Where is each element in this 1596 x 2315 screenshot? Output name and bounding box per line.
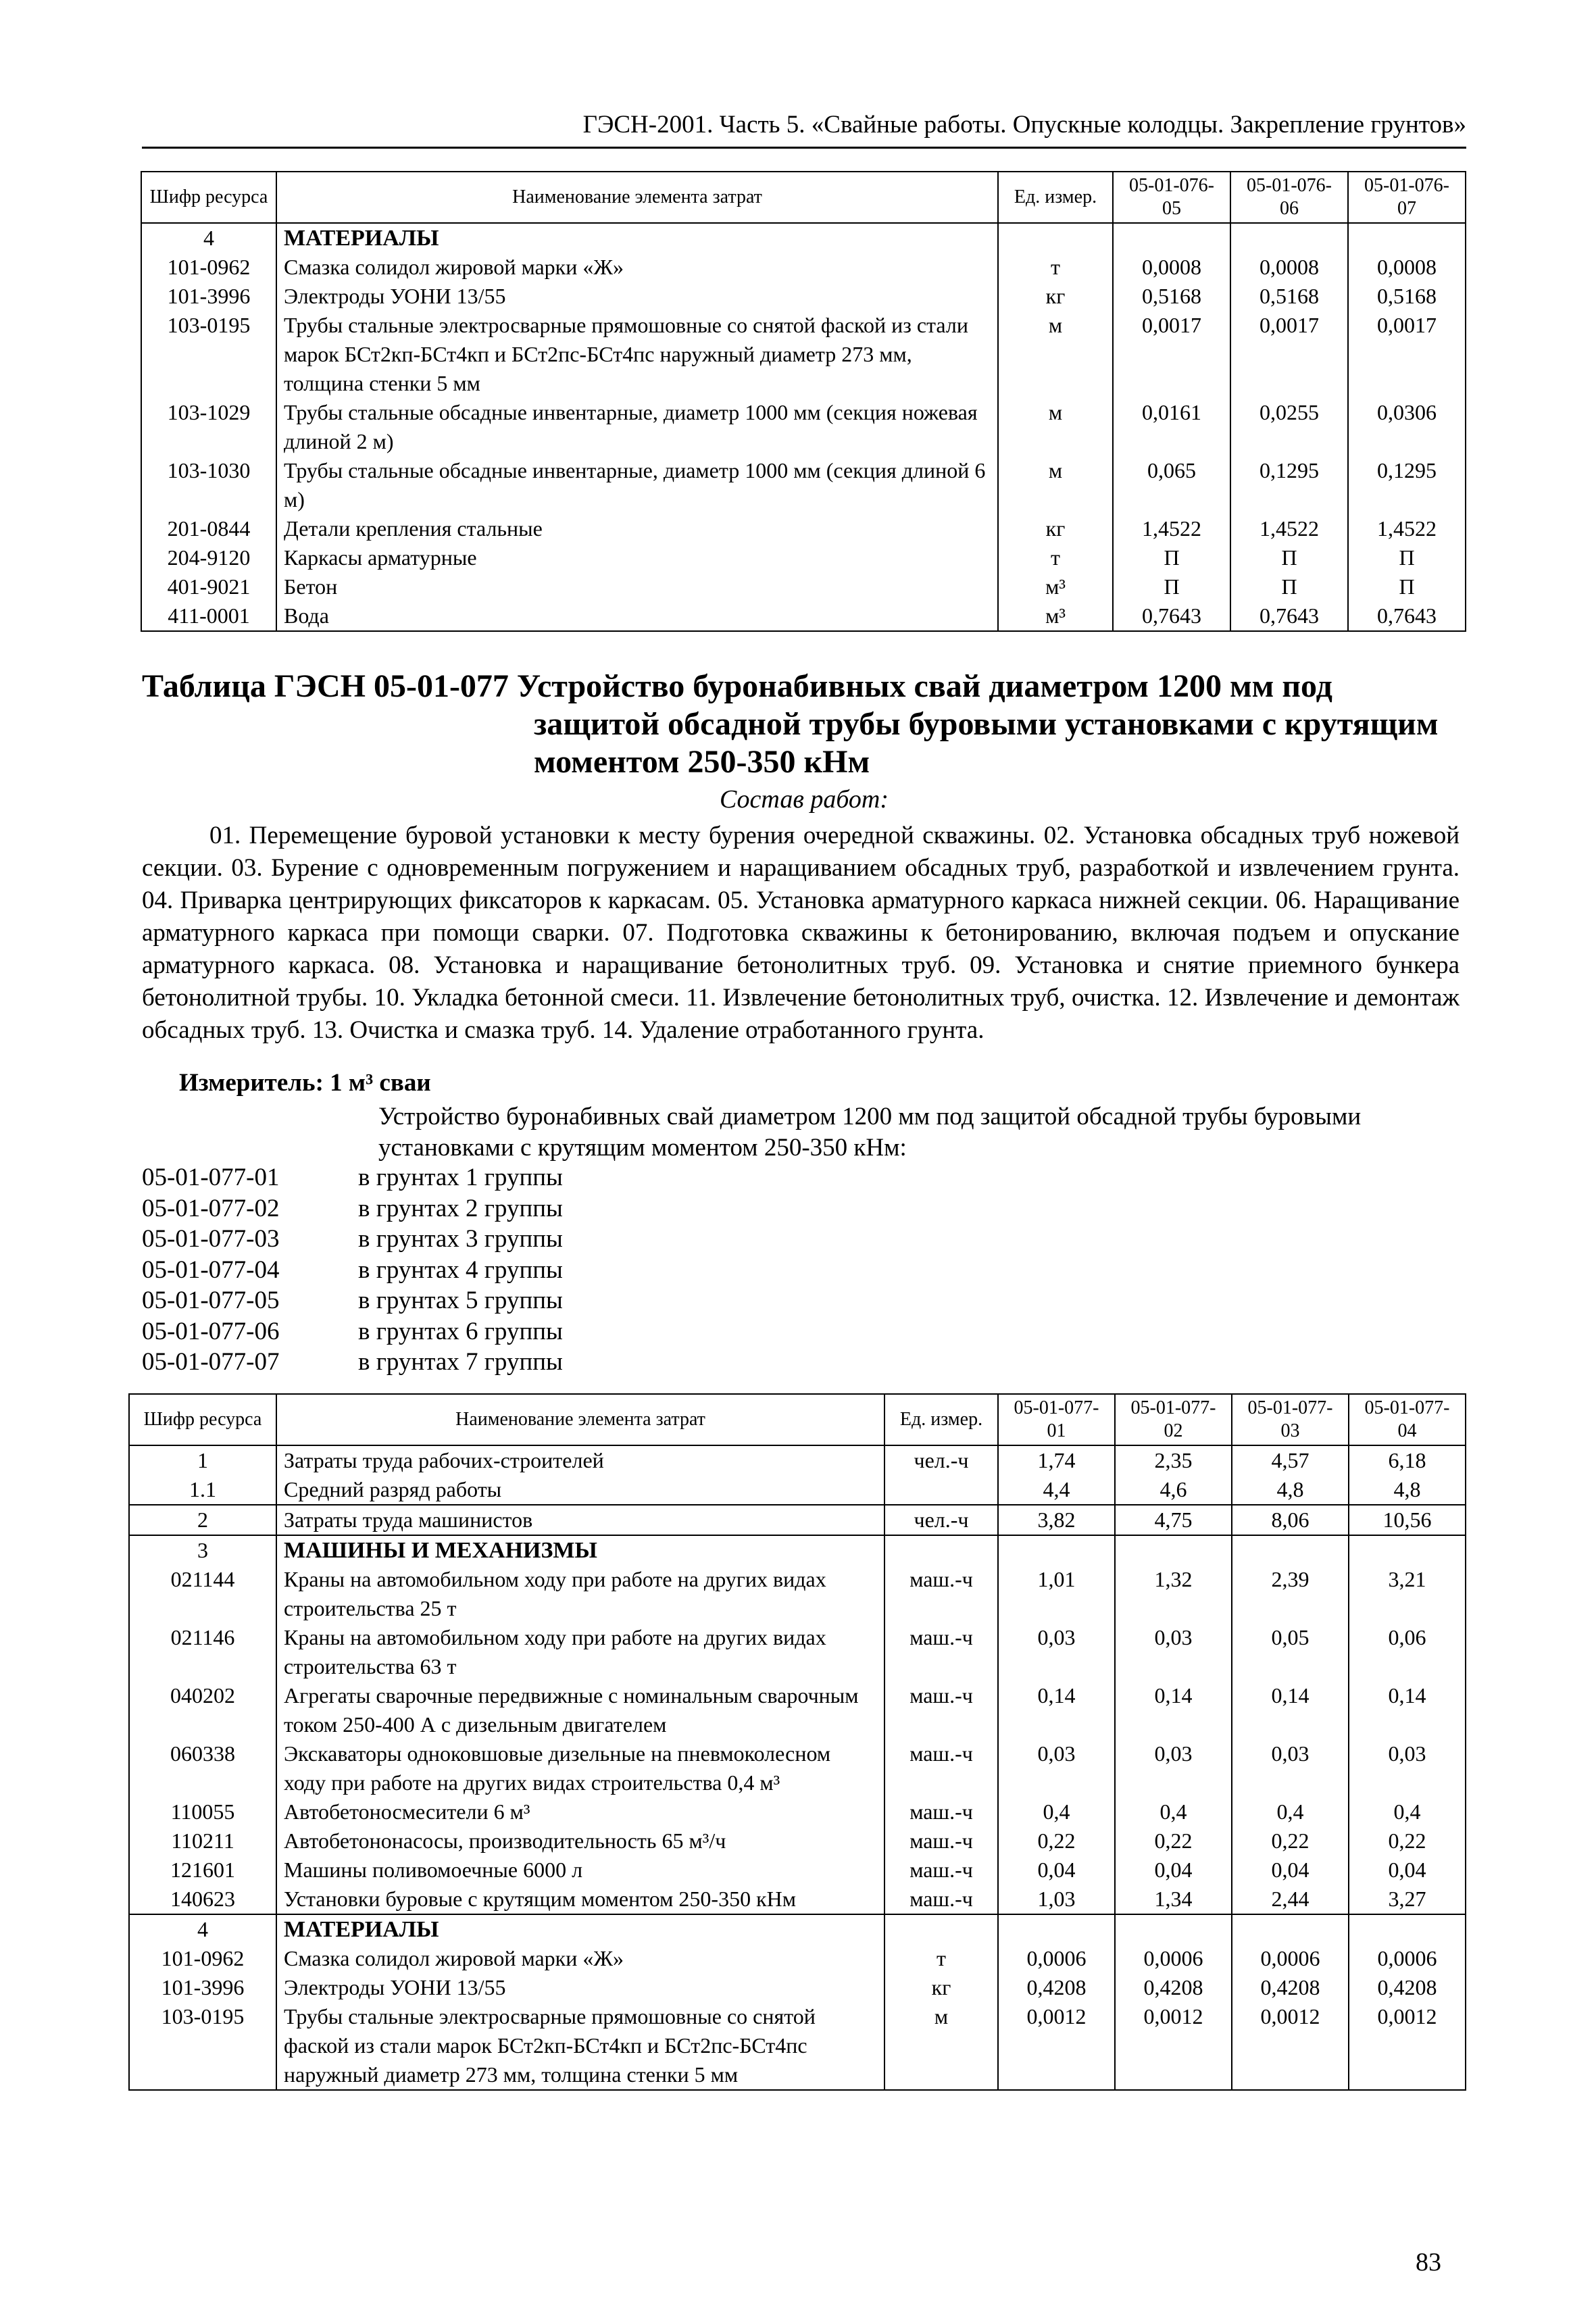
cell-name: Автобетононасосы, производительность 65 м³/ч bbox=[276, 1826, 884, 1856]
cell-name: Установки буровые с крутящим моментом 250-350 кНм bbox=[276, 1885, 884, 1914]
cell-value: 0,03 bbox=[1115, 1623, 1232, 1681]
table-row bbox=[141, 253, 1466, 282]
cell-code: 101-3996 bbox=[129, 1973, 276, 2002]
header-col3: 05-01-077-03 bbox=[1232, 1394, 1349, 1445]
cell-unit: маш.-ч bbox=[884, 1826, 998, 1856]
section-number: 4 bbox=[129, 1914, 276, 1944]
cell-value: 0,4 bbox=[1349, 1797, 1466, 1826]
cell-unit: т bbox=[884, 1944, 998, 1973]
norm-code-text: в грунтах 7 группы bbox=[358, 1348, 563, 1376]
cell-value: 0,7643 bbox=[1113, 601, 1230, 631]
cell-value: П bbox=[1113, 543, 1230, 572]
cell-code: 2 bbox=[129, 1505, 276, 1535]
list-item bbox=[142, 1193, 563, 1224]
cell-value: 0,06 bbox=[1349, 1623, 1466, 1681]
cell-name: Краны на автомобильном ходу при работе на других видах строительства 25 т bbox=[276, 1565, 884, 1623]
cell-name: Вода bbox=[276, 601, 998, 631]
cell-value: 0,0161 bbox=[1113, 398, 1230, 456]
cell-code: 411-0001 bbox=[141, 601, 276, 631]
cell-name: Трубы стальные электросварные прямошовные со снятой фаской из стали марок БСт2кп-БСт4кп и БСт2пс-БСт4пс наружный диаметр 273 мм, толщина стенки 5 мм bbox=[276, 2002, 884, 2090]
header-col4: 05-01-077-04 bbox=[1349, 1394, 1466, 1445]
cell-value: 0,0017 bbox=[1348, 311, 1466, 398]
cell-value: 0,14 bbox=[998, 1681, 1115, 1739]
resources-table-077 bbox=[128, 1393, 1466, 2091]
cell-code: 101-0962 bbox=[129, 1944, 276, 1973]
cell-value: 0,22 bbox=[1349, 1826, 1466, 1856]
cell-value: 0,22 bbox=[1232, 1826, 1349, 1856]
cell-value: 0,14 bbox=[1115, 1681, 1232, 1739]
cell-value: П bbox=[1348, 543, 1466, 572]
cell-name: Экскаваторы одноковшовые дизельные на пневмоколесном ходу при работе на других видах строительства 0,4 м³ bbox=[276, 1739, 884, 1797]
list-item bbox=[142, 1316, 563, 1347]
cell-unit: м bbox=[998, 456, 1113, 514]
table-row bbox=[129, 1944, 1466, 1973]
cell-value: 0,0008 bbox=[1230, 253, 1348, 282]
cell-value: 0,0017 bbox=[1230, 311, 1348, 398]
cell-value: 3,21 bbox=[1349, 1565, 1466, 1623]
section-number: 3 bbox=[129, 1535, 276, 1565]
cell-unit: маш.-ч bbox=[884, 1623, 998, 1681]
cell-value: 0,1295 bbox=[1230, 456, 1348, 514]
section-row bbox=[129, 1914, 1466, 1944]
cell-name: Затраты труда рабочих-строителей bbox=[276, 1445, 884, 1475]
cell-value: 1,32 bbox=[1115, 1565, 1232, 1623]
norm-code-text: в грунтах 2 группы bbox=[358, 1194, 563, 1222]
cell-code: 103-0195 bbox=[141, 311, 276, 398]
cell-name: Краны на автомобильном ходу при работе на других видах строительства 63 т bbox=[276, 1623, 884, 1681]
cell-code: 110211 bbox=[129, 1826, 276, 1856]
table-row bbox=[129, 1885, 1466, 1914]
cell-unit: маш.-ч bbox=[884, 1797, 998, 1826]
cell-name: Бетон bbox=[276, 572, 998, 601]
cell-value: 4,57 bbox=[1232, 1445, 1349, 1475]
cell-code: 103-0195 bbox=[129, 2002, 276, 2090]
cell-unit: кг bbox=[998, 282, 1113, 311]
cell-code: 201-0844 bbox=[141, 514, 276, 543]
cell-value: 1,03 bbox=[998, 1885, 1115, 1914]
section-row bbox=[141, 223, 1466, 253]
list-item bbox=[142, 1162, 563, 1193]
header-col2: 05-01-077-02 bbox=[1115, 1394, 1232, 1445]
cell-value: 3,27 bbox=[1349, 1885, 1466, 1914]
cell-name: Каркасы арматурные bbox=[276, 543, 998, 572]
cell-value: 4,75 bbox=[1115, 1505, 1232, 1535]
table-row bbox=[129, 1826, 1466, 1856]
table-row bbox=[141, 282, 1466, 311]
cell-value: 0,05 bbox=[1232, 1623, 1349, 1681]
table-row bbox=[141, 311, 1466, 398]
header-unit: Ед. измер. bbox=[884, 1394, 998, 1445]
cell-value: 1,01 bbox=[998, 1565, 1115, 1623]
cell-value: 0,03 bbox=[998, 1739, 1115, 1797]
list-item bbox=[142, 1285, 563, 1316]
cell-value: 4,6 bbox=[1115, 1475, 1232, 1505]
norm-code: 05-01-077-05 bbox=[142, 1287, 280, 1314]
norm-code-text: в грунтах 5 группы bbox=[358, 1287, 563, 1314]
cell-value: 0,03 bbox=[1232, 1739, 1349, 1797]
header-col1: 05-01-077-01 bbox=[998, 1394, 1115, 1445]
section-number: 4 bbox=[141, 223, 276, 253]
cell-code: 121601 bbox=[129, 1856, 276, 1885]
cell-value: 0,04 bbox=[1232, 1856, 1349, 1885]
list-item bbox=[142, 1347, 563, 1378]
cell-unit: маш.-ч bbox=[884, 1856, 998, 1885]
section-title: МАТЕРИАЛЫ bbox=[276, 1914, 884, 1944]
cell-value: 4,8 bbox=[1349, 1475, 1466, 1505]
cell-value: 0,4 bbox=[1115, 1797, 1232, 1826]
header-col1: 05-01-076-05 bbox=[1113, 172, 1230, 223]
table-row bbox=[129, 2002, 1466, 2090]
cell-code: 040202 bbox=[129, 1681, 276, 1739]
cell-value: 0,7643 bbox=[1230, 601, 1348, 631]
cell-value: 0,03 bbox=[1115, 1739, 1232, 1797]
norm-code-text: в грунтах 6 группы bbox=[358, 1317, 563, 1345]
cell-value: 6,18 bbox=[1349, 1445, 1466, 1475]
cell-unit: м³ bbox=[998, 572, 1113, 601]
cell-code: 103-1029 bbox=[141, 398, 276, 456]
norm-code-text: в грунтах 4 группы bbox=[358, 1255, 563, 1284]
table-title bbox=[142, 668, 1466, 781]
cell-value: 0,0012 bbox=[1232, 2002, 1349, 2090]
table-row bbox=[141, 456, 1466, 514]
cell-unit: маш.-ч bbox=[884, 1739, 998, 1797]
cell-value: 0,1295 bbox=[1348, 456, 1466, 514]
cell-value: 0,04 bbox=[1115, 1856, 1232, 1885]
cell-unit: м bbox=[998, 398, 1113, 456]
cell-value: 0,0006 bbox=[1232, 1944, 1349, 1973]
table-row bbox=[129, 1565, 1466, 1623]
cell-code: 060338 bbox=[129, 1739, 276, 1797]
cell-name: Трубы стальные обсадные инвентарные, диаметр 1000 мм (секция длиной 6 м) bbox=[276, 456, 998, 514]
cell-value: П bbox=[1113, 572, 1230, 601]
norm-code: 05-01-077-03 bbox=[142, 1225, 280, 1253]
cell-code: 1 bbox=[129, 1445, 276, 1475]
measure-unit: Измеритель: 1 м³ сваи bbox=[179, 1069, 431, 1097]
cell-value: 0,4208 bbox=[998, 1973, 1115, 2002]
cell-unit: маш.-ч bbox=[884, 1885, 998, 1914]
cell-name: Смазка солидол жировой марки «Ж» bbox=[276, 253, 998, 282]
cell-name: Агрегаты сварочные передвижные с номинальным сварочным током 250-400 А с дизельным двигателем bbox=[276, 1681, 884, 1739]
cell-name: Трубы стальные электросварные прямошовные со снятой фаской из стали марок БСт2кп-БСт4кп и БСт2пс-БСт4пс наружный диаметр 273 мм, толщина стенки 5 мм bbox=[276, 311, 998, 398]
norm-code-text: в грунтах 3 группы bbox=[358, 1225, 563, 1253]
cell-unit: маш.-ч bbox=[884, 1681, 998, 1739]
norm-code: 05-01-077-02 bbox=[142, 1194, 280, 1222]
cell-value: 0,4208 bbox=[1115, 1973, 1232, 2002]
header-col3: 05-01-076-07 bbox=[1348, 172, 1466, 223]
cell-code: 101-0962 bbox=[141, 253, 276, 282]
table-row bbox=[129, 1739, 1466, 1797]
cell-unit: маш.-ч bbox=[884, 1565, 998, 1623]
cell-value: 2,44 bbox=[1232, 1885, 1349, 1914]
cell-name: Автобетоносмесители 6 м³ bbox=[276, 1797, 884, 1826]
header-name: Наименование элемента затрат bbox=[276, 172, 998, 223]
cell-value: 0,5168 bbox=[1230, 282, 1348, 311]
list-item bbox=[142, 1255, 563, 1286]
cell-code: 103-1030 bbox=[141, 456, 276, 514]
cell-name: Смазка солидол жировой марки «Ж» bbox=[276, 1944, 884, 1973]
table-row bbox=[129, 1681, 1466, 1739]
header-col2: 05-01-076-06 bbox=[1230, 172, 1348, 223]
table-row bbox=[141, 514, 1466, 543]
cell-value: 0,0255 bbox=[1230, 398, 1348, 456]
cell-code: 204-9120 bbox=[141, 543, 276, 572]
header-unit: Ед. измер. bbox=[998, 172, 1113, 223]
cell-value: 0,0012 bbox=[998, 2002, 1115, 2090]
cell-name: Электроды УОНИ 13/55 bbox=[276, 282, 998, 311]
list-item bbox=[142, 1224, 563, 1255]
table-row bbox=[141, 398, 1466, 456]
page-number: 83 bbox=[1416, 2248, 1441, 2276]
cell-value: 0,0006 bbox=[1349, 1944, 1466, 1973]
table-row bbox=[141, 543, 1466, 572]
cell-value: 0,0008 bbox=[1348, 253, 1466, 282]
running-header: ГЭСН-2001. Часть 5. «Свайные работы. Опускные колодцы. Закрепление грунтов» bbox=[142, 108, 1466, 149]
header-code: Шифр ресурса bbox=[141, 172, 276, 223]
norm-code: 05-01-077-07 bbox=[142, 1348, 280, 1376]
cell-value: 0,22 bbox=[998, 1826, 1115, 1856]
cell-code: 140623 bbox=[129, 1885, 276, 1914]
cell-value: 0,4208 bbox=[1232, 1973, 1349, 2002]
cell-unit: м³ bbox=[998, 601, 1113, 631]
cell-value: П bbox=[1230, 543, 1348, 572]
cell-value: 0,065 bbox=[1113, 456, 1230, 514]
cell-value: 0,22 bbox=[1115, 1826, 1232, 1856]
cell-value: 0,5168 bbox=[1348, 282, 1466, 311]
table-title-line2: защитой обсадной трубы буровыми установками с крутящим bbox=[534, 706, 1439, 742]
cell-name: Трубы стальные обсадные инвентарные, диаметр 1000 мм (секция ножевая длиной 2 м) bbox=[276, 398, 998, 456]
table-title-line1: Таблица ГЭСН 05-01-077 Устройство буронабивных свай диаметром 1200 мм под bbox=[142, 668, 1332, 704]
cell-name: Затраты труда машинистов bbox=[276, 1505, 884, 1535]
cell-unit: чел.-ч bbox=[884, 1505, 998, 1535]
section-title: МАТЕРИАЛЫ bbox=[276, 223, 998, 253]
table-row bbox=[129, 1505, 1466, 1535]
table-row bbox=[129, 1856, 1466, 1885]
cell-value: 0,0006 bbox=[1115, 1944, 1232, 1973]
header-code: Шифр ресурса bbox=[129, 1394, 276, 1445]
cell-value: П bbox=[1230, 572, 1348, 601]
cell-code: 021146 bbox=[129, 1623, 276, 1681]
table-row bbox=[141, 572, 1466, 601]
works-heading: Состав работ: bbox=[719, 785, 889, 814]
cell-value: 1,34 bbox=[1115, 1885, 1232, 1914]
table-title-line3: моментом 250-350 кНм bbox=[534, 744, 870, 780]
cell-value: 0,0008 bbox=[1113, 253, 1230, 282]
cell-code: 101-3996 bbox=[141, 282, 276, 311]
cell-value: 0,7643 bbox=[1348, 601, 1466, 631]
cell-value: 0,5168 bbox=[1113, 282, 1230, 311]
norm-code: 05-01-077-04 bbox=[142, 1255, 280, 1284]
cell-value: 0,04 bbox=[998, 1856, 1115, 1885]
cell-name: Детали крепления стальные bbox=[276, 514, 998, 543]
cell-value: 0,0306 bbox=[1348, 398, 1466, 456]
norm-code: 05-01-077-06 bbox=[142, 1317, 280, 1345]
cell-value: 0,4 bbox=[998, 1797, 1115, 1826]
table-row bbox=[129, 1475, 1466, 1505]
table-row bbox=[129, 1797, 1466, 1826]
resources-table-076 bbox=[141, 171, 1466, 632]
cell-unit: кг bbox=[884, 1973, 998, 2002]
cell-unit: чел.-ч bbox=[884, 1445, 998, 1475]
cell-value: 0,4208 bbox=[1349, 1973, 1466, 2002]
cell-value: 4,8 bbox=[1232, 1475, 1349, 1505]
cell-value: П bbox=[1348, 572, 1466, 601]
header-name: Наименование элемента затрат bbox=[276, 1394, 884, 1445]
cell-value: 2,35 bbox=[1115, 1445, 1232, 1475]
cell-value: 0,14 bbox=[1349, 1681, 1466, 1739]
table-row bbox=[129, 1445, 1466, 1475]
cell-value: 4,4 bbox=[998, 1475, 1115, 1505]
section-row bbox=[129, 1535, 1466, 1565]
norm-codes-list bbox=[142, 1162, 563, 1378]
table-row bbox=[129, 1623, 1466, 1681]
norm-code: 05-01-077-01 bbox=[142, 1164, 280, 1191]
cell-unit: кг bbox=[998, 514, 1113, 543]
cell-value: 3,82 bbox=[998, 1505, 1115, 1535]
table-row bbox=[141, 601, 1466, 631]
cell-code: 021144 bbox=[129, 1565, 276, 1623]
cell-value: 2,39 bbox=[1232, 1565, 1349, 1623]
cell-value: 1,4522 bbox=[1230, 514, 1348, 543]
norm-description: Устройство буронабивных свай диаметром 1200 мм под защитой обсадной трубы буровыми установками с крутящим моментом 250-350 кНм: bbox=[378, 1103, 1362, 1162]
cell-value: 0,03 bbox=[1349, 1739, 1466, 1797]
cell-name: Электроды УОНИ 13/55 bbox=[276, 1973, 884, 2002]
cell-value: 0,03 bbox=[998, 1623, 1115, 1681]
cell-value: 0,0006 bbox=[998, 1944, 1115, 1973]
norm-code-text: в грунтах 1 группы bbox=[358, 1164, 563, 1191]
cell-code: 401-9021 bbox=[141, 572, 276, 601]
cell-unit bbox=[884, 1475, 998, 1505]
table-row bbox=[129, 1973, 1466, 2002]
works-description bbox=[142, 820, 1460, 1047]
cell-value: 1,4522 bbox=[1113, 514, 1230, 543]
cell-code: 110055 bbox=[129, 1797, 276, 1826]
cell-value: 10,56 bbox=[1349, 1505, 1466, 1535]
cell-unit: м bbox=[884, 2002, 998, 2090]
works-text: 01. Перемещение буровой установки к месту бурения очередной скважины. 02. Установка обсадных труб ножевой секции. 03. Бурение с одновременным погружением и наращиванием обсадных труб, разработкой и извлечением грунта. 04. Приварка центрирующих фиксаторов к каркасам. 05. Установка арматурного каркаса нижней секции. 06. Наращивание арматурного каркаса при помощи сварки. 07. Подготовка скважины к бетонированию, включая подъем и опускание арматурного каркаса. 08. Установка и наращивание бетонолитных труб. 09. Установка и снятие приемного бункера бетонолитной трубы. 10. Укладка бетонной смеси. 11. Извлечение бетонолитных труб, очистка. 12. Извлечение и демонтаж обсадных труб. 13. Очистка и смазка труб. 14. Удаление отработанного грунта. bbox=[142, 822, 1460, 1044]
cell-unit: м bbox=[998, 311, 1113, 398]
cell-value: 0,0012 bbox=[1115, 2002, 1232, 2090]
cell-code: 1.1 bbox=[129, 1475, 276, 1505]
cell-value: 1,74 bbox=[998, 1445, 1115, 1475]
section-title: МАШИНЫ И МЕХАНИЗМЫ bbox=[276, 1535, 884, 1565]
cell-value: 8,06 bbox=[1232, 1505, 1349, 1535]
cell-value: 0,0012 bbox=[1349, 2002, 1466, 2090]
cell-value: 0,4 bbox=[1232, 1797, 1349, 1826]
cell-name: Машины поливомоечные 6000 л bbox=[276, 1856, 884, 1885]
cell-unit: т bbox=[998, 253, 1113, 282]
cell-name: Средний разряд работы bbox=[276, 1475, 884, 1505]
cell-value: 0,14 bbox=[1232, 1681, 1349, 1739]
cell-unit: т bbox=[998, 543, 1113, 572]
cell-value: 0,04 bbox=[1349, 1856, 1466, 1885]
cell-value: 0,0017 bbox=[1113, 311, 1230, 398]
cell-value: 1,4522 bbox=[1348, 514, 1466, 543]
